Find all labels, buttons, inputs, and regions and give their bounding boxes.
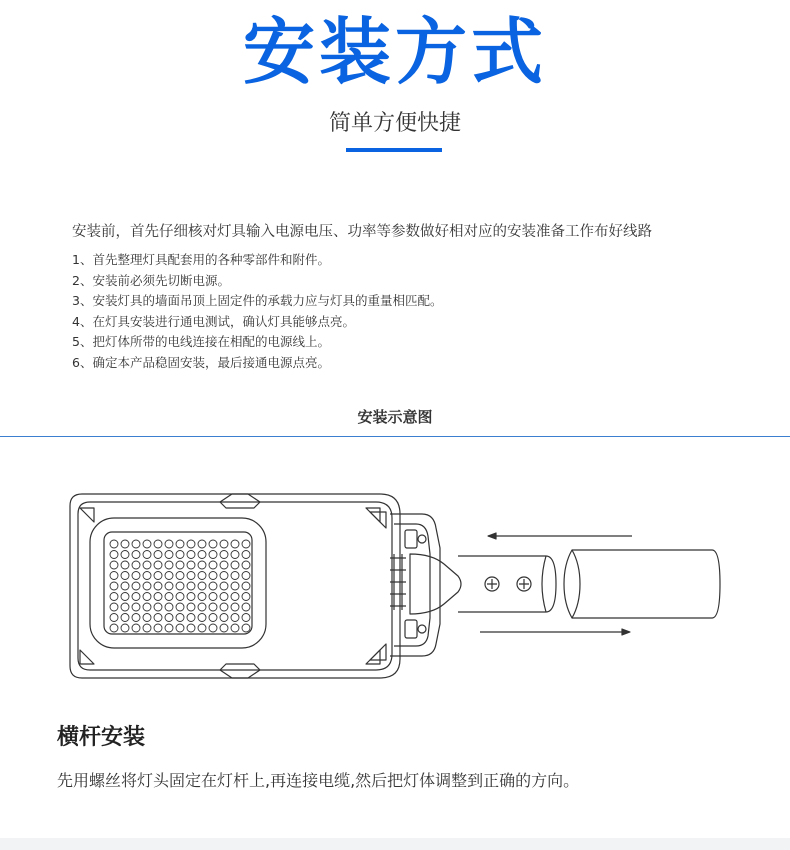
led-chip: [209, 572, 217, 580]
page-title: 安装方式: [242, 10, 547, 94]
lamp-pole: [572, 550, 720, 618]
led-chip: [121, 551, 129, 559]
led-chip: [154, 582, 162, 590]
led-chip: [187, 603, 195, 611]
led-chip: [198, 561, 206, 569]
led-chip: [110, 582, 118, 590]
step-item: 6、确定本产品稳固安装，最后接通电源点亮。: [72, 354, 330, 370]
led-chip: [209, 624, 217, 632]
led-chip: [165, 551, 173, 559]
led-chip: [110, 561, 118, 569]
mount-bracket: [390, 514, 440, 656]
led-chip: [220, 582, 228, 590]
led-chip: [110, 551, 118, 559]
led-chip: [231, 551, 239, 559]
led-chip: [176, 603, 184, 611]
clamp-cap: [410, 554, 461, 614]
subtitle-underline: [346, 148, 442, 152]
led-chip: [242, 582, 250, 590]
led-chip: [143, 561, 151, 569]
led-chip: [187, 551, 195, 559]
led-chip: [220, 572, 228, 580]
intro-text: 安装前，首先仔细核对灯具输入电源电压、功率等参数做好相对应的安装准备工作布好线路: [72, 224, 652, 240]
bracket-slot: [405, 530, 417, 548]
led-chip: [220, 551, 228, 559]
led-chip: [220, 593, 228, 601]
bracket-bolt: [418, 535, 426, 543]
led-chip: [176, 593, 184, 601]
led-chip: [154, 540, 162, 548]
section-heading: 横杆安装: [57, 725, 146, 750]
led-chip: [121, 561, 129, 569]
led-chip: [220, 614, 228, 622]
led-chip: [198, 603, 206, 611]
led-chip: [121, 593, 129, 601]
side-latch: [370, 512, 386, 528]
lamp-pole-end: [564, 550, 580, 618]
led-chip: [187, 540, 195, 548]
led-chip: [165, 582, 173, 590]
led-chip: [143, 593, 151, 601]
step-item: 5、把灯体所带的电线连接在相配的电源线上。: [72, 334, 330, 349]
led-chip: [121, 624, 129, 632]
led-chip: [132, 624, 140, 632]
led-chip: [110, 593, 118, 601]
led-chip: [121, 603, 129, 611]
bottom-latch: [220, 664, 260, 678]
led-chip: [154, 624, 162, 632]
led-chip: [242, 540, 250, 548]
led-chip: [198, 551, 206, 559]
led-chip: [154, 551, 162, 559]
led-chip: [110, 540, 118, 548]
led-chip: [165, 540, 173, 548]
led-chip: [242, 614, 250, 622]
installation-diagram: [60, 484, 740, 694]
led-chip: [132, 593, 140, 601]
bracket-slot: [405, 620, 417, 638]
led-chip: [165, 603, 173, 611]
led-chip: [132, 540, 140, 548]
led-chip: [165, 624, 173, 632]
led-chip: [143, 572, 151, 580]
led-chip: [187, 572, 195, 580]
led-chip: [220, 561, 228, 569]
led-chip: [209, 603, 217, 611]
bracket-bolt: [418, 625, 426, 633]
led-chip: [176, 540, 184, 548]
led-chip: [143, 540, 151, 548]
led-chip: [165, 593, 173, 601]
led-chip: [143, 551, 151, 559]
led-chip: [198, 582, 206, 590]
led-chip: [198, 624, 206, 632]
led-chip: [110, 624, 118, 632]
led-chip: [242, 561, 250, 569]
led-chip: [121, 614, 129, 622]
led-chip: [242, 593, 250, 601]
led-chip: [231, 614, 239, 622]
fixing-screw: [519, 579, 529, 589]
led-chip: [187, 624, 195, 632]
led-chip: [165, 572, 173, 580]
led-chip: [176, 572, 184, 580]
led-grid: [110, 540, 250, 632]
led-chip: [209, 582, 217, 590]
led-chip: [242, 572, 250, 580]
led-chip: [121, 582, 129, 590]
led-chip: [220, 624, 228, 632]
led-chip: [154, 572, 162, 580]
diagram-title: 安装示意图: [357, 408, 433, 426]
led-chip: [231, 582, 239, 590]
led-chip: [154, 561, 162, 569]
led-chip: [198, 614, 206, 622]
arrow-right-head: [622, 629, 630, 635]
led-chip: [154, 593, 162, 601]
led-chip: [165, 561, 173, 569]
led-chip: [132, 561, 140, 569]
led-chip: [143, 624, 151, 632]
top-latch: [220, 494, 260, 508]
led-chip: [231, 603, 239, 611]
lamp-housing-inner: [78, 502, 392, 670]
led-chip: [165, 614, 173, 622]
led-chip: [220, 603, 228, 611]
led-chip: [143, 582, 151, 590]
led-chip: [209, 614, 217, 622]
footer-strip: [0, 838, 790, 850]
led-chip: [231, 540, 239, 548]
led-chip: [231, 624, 239, 632]
install-steps: [72, 250, 772, 373]
led-chip: [209, 561, 217, 569]
led-chip: [198, 540, 206, 548]
led-chip: [176, 561, 184, 569]
led-chip: [154, 603, 162, 611]
fixing-screw: [487, 579, 497, 589]
led-chip: [110, 572, 118, 580]
led-chip: [231, 561, 239, 569]
led-chip: [209, 540, 217, 548]
led-chip: [198, 572, 206, 580]
led-chip: [187, 561, 195, 569]
led-chip: [132, 603, 140, 611]
led-chip: [132, 582, 140, 590]
pole-stub-end: [542, 556, 546, 612]
led-chip: [132, 551, 140, 559]
led-chip: [242, 624, 250, 632]
led-chip: [198, 593, 206, 601]
step-item: 4、在灯具安装进行通电测试，确认灯具能够点亮。: [72, 313, 355, 329]
step-item: 1、首先整理灯具配套用的各种零部件和附件。: [72, 252, 330, 267]
led-chip: [132, 572, 140, 580]
led-chip: [121, 572, 129, 580]
step-item: 3、安装灯具的墙面吊顶上固定件的承载力应与灯具的重量相匹配。: [72, 293, 443, 308]
section-body: 先用螺丝将灯头固定在灯杆上,再连接电缆,然后把灯体调整到正确的方向。: [57, 771, 580, 790]
led-chip: [242, 603, 250, 611]
led-chip: [143, 614, 151, 622]
pole-stub: [458, 556, 556, 612]
step-item: 2、安装前必须先切断电源。: [72, 272, 230, 288]
led-chip: [110, 603, 118, 611]
led-chip: [187, 614, 195, 622]
led-chip: [187, 593, 195, 601]
led-chip: [176, 582, 184, 590]
page-subtitle: 简单方便快捷: [328, 111, 461, 136]
lamp-housing: [70, 494, 400, 678]
led-chip: [187, 582, 195, 590]
led-chip: [209, 551, 217, 559]
led-chip: [209, 593, 217, 601]
led-chip: [176, 614, 184, 622]
led-chip: [121, 540, 129, 548]
led-chip: [176, 624, 184, 632]
led-chip: [220, 540, 228, 548]
arrow-left-head: [488, 533, 496, 539]
side-latch: [370, 644, 386, 660]
led-chip: [154, 614, 162, 622]
led-chip: [231, 572, 239, 580]
divider-line: [0, 436, 790, 437]
led-chip: [132, 614, 140, 622]
led-chip: [176, 551, 184, 559]
corner-clip: [80, 650, 94, 664]
led-chip: [231, 593, 239, 601]
led-chip: [143, 603, 151, 611]
led-chip: [242, 551, 250, 559]
led-chip: [110, 614, 118, 622]
corner-clip: [80, 508, 94, 522]
